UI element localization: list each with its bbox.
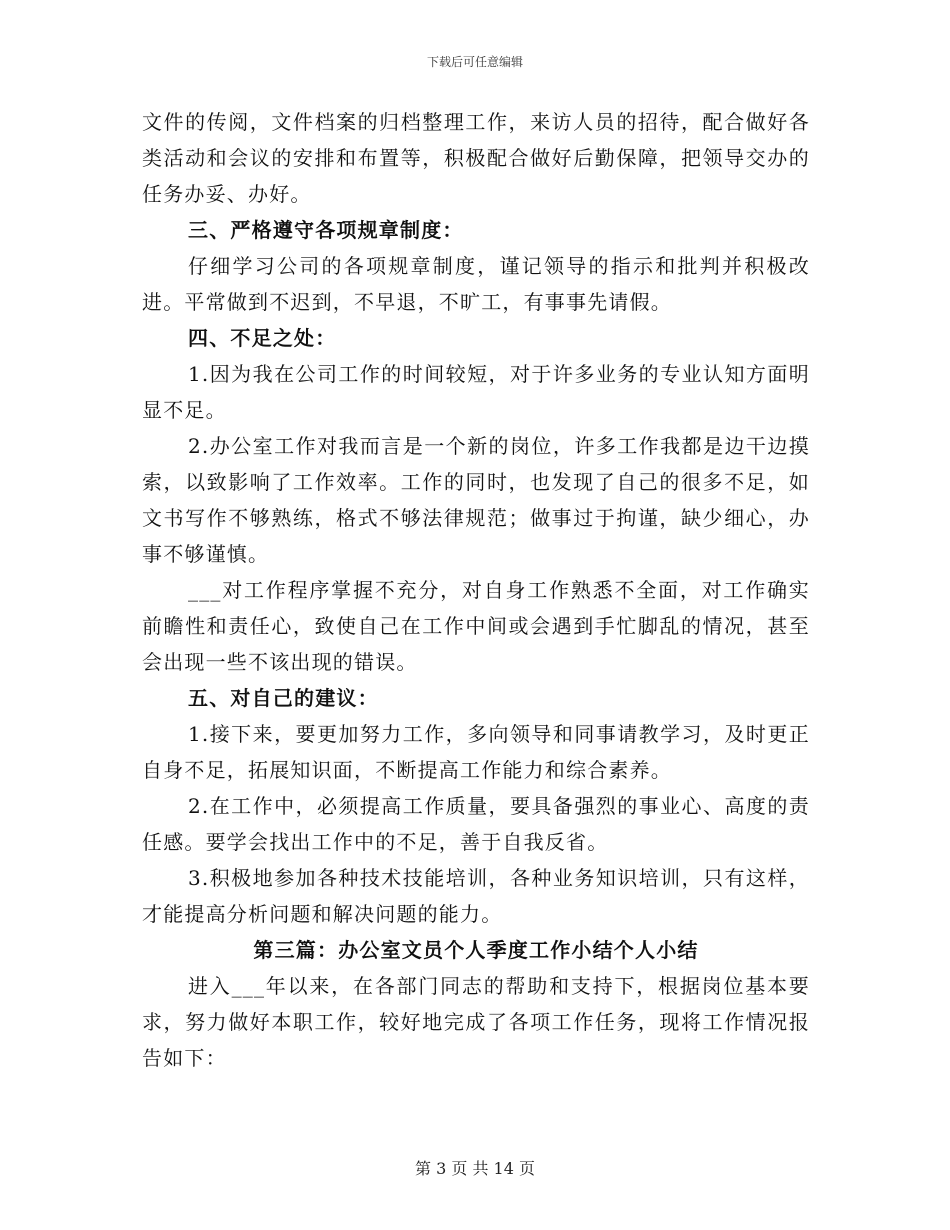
document-body	[142, 104, 810, 1076]
page-footer: 第 3 页 共 14 页	[415, 1159, 535, 1178]
page-header: 下载后可任意编辑	[426, 55, 523, 69]
paragraph-suggestion-2: 2.在工作中，必须提高工作质量，要具备强烈的事业心、高度的责任感。要学会找出工作中的不足，善于自我反省。	[142, 794, 810, 854]
paragraph-intro: 进入___年以来，在各部门同志的帮助和支持下，根据岗位基本要求，努力做好本职工作，较好地完成了各项工作任务，现将工作情况报告如下：	[142, 974, 810, 1070]
paragraph-rules: 仔细学习公司的各项规章制度，谨记领导的指示和批判并积极改进。平常做到不迟到，不早退，不旷工，有事事先请假。	[142, 254, 810, 314]
paragraph-shortcoming-3: ___对工作程序掌握不充分，对自身工作熟悉不全面，对工作确实前瞻性和责任心，致使自己在工作中间或会遇到手忙脚乱的情况，甚至会出现一些不该出现的错误。	[142, 578, 810, 674]
section-heading-4: 四、不足之处：	[188, 326, 337, 350]
paragraph-shortcoming-1: 1.因为我在公司工作的时间较短，对于许多业务的专业认知方面明显不足。	[142, 362, 810, 422]
paragraph-continued: 文件的传阅，文件档案的归档整理工作，来访人员的招待，配合做好各类活动和会议的安排和布置等，积极配合做好后勤保障，把领导交办的任务办妥、办好。	[142, 110, 810, 206]
chapter-title: 第三篇：办公室文员个人季度工作小结个人小结	[253, 938, 699, 962]
paragraph-suggestion-3: 3.积极地参加各种技术技能培训，各种业务知识培训，只有这样，才能提高分析问题和解决问题的能力。	[142, 866, 810, 926]
paragraph-shortcoming-2: 2.办公室工作对我而言是一个新的岗位，许多工作我都是边干边摸索，以致影响了工作效率。工作的同时，也发现了自己的很多不足，如文书写作不够熟练，格式不够法律规范；做事过于拘谨，缺少细心，办事不够谨慎。	[142, 434, 810, 566]
section-heading-5: 五、对自己的建议：	[188, 686, 379, 710]
section-heading-3: 三、严格遵守各项规章制度：	[188, 218, 464, 242]
paragraph-suggestion-1: 1.接下来，要更加努力工作，多向领导和同事请教学习，及时更正自身不足，拓展知识面，不断提高工作能力和综合素养。	[142, 722, 810, 782]
